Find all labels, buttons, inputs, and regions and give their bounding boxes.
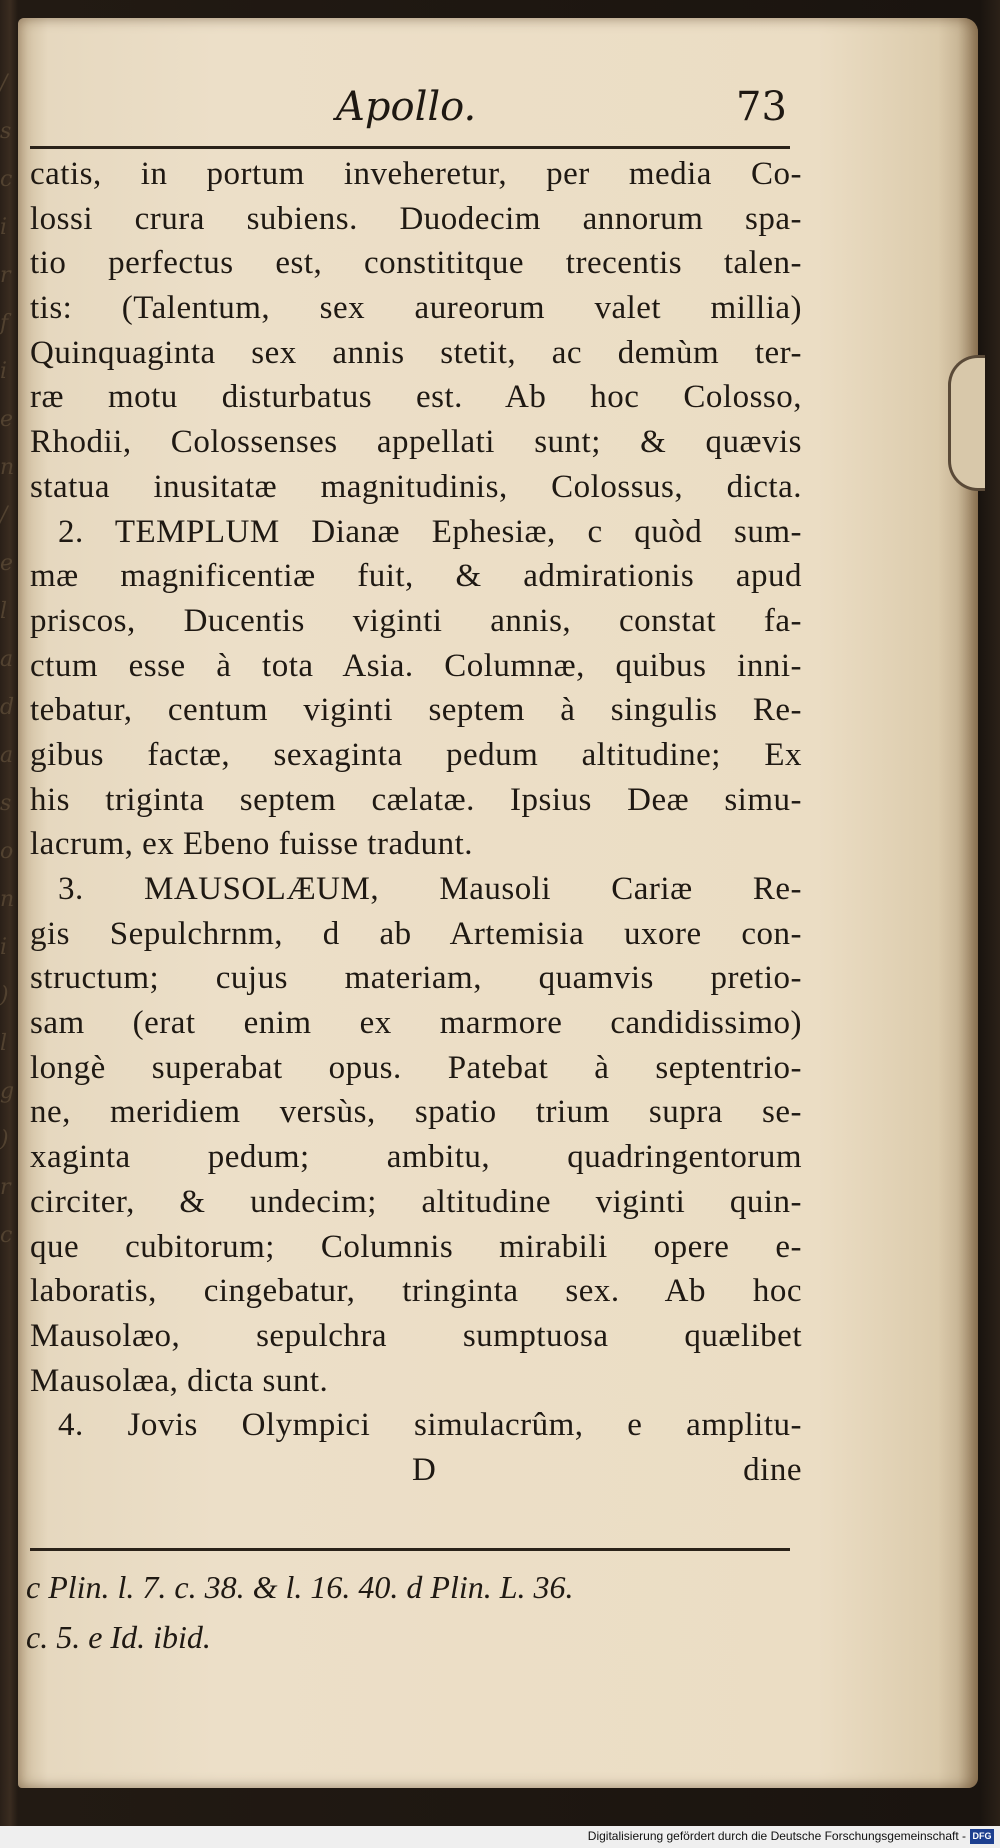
bleed-glyph: d (0, 695, 15, 720)
text-line: lacrum, ex Ebeno fuisse tradunt. (30, 826, 474, 863)
text-line: Mausolæa, dicta sunt. (30, 1362, 329, 1399)
text-line: tis: (Talentum, sex aureorum valet millia) (30, 290, 802, 327)
bleed-glyph: o (0, 839, 14, 864)
footnote-rule (30, 1548, 790, 1551)
footnote-line: c. 5. e Id. ibid. (26, 1619, 211, 1655)
text-line: laboratis, cingebatur, tringinta sex. Ab hoc (30, 1273, 802, 1310)
text-line: circiter, & undecim; altitudine viginti quin- (30, 1183, 802, 1220)
text-line: catis, in portum inveheretur, per media Co- (30, 156, 802, 192)
text-line: his triginta septem cælatæ. Ipsius Deæ simu- (30, 781, 802, 818)
bleed-glyph: a (0, 743, 14, 768)
footer-credit: Digitalisierung gefördert durch die Deutsche Forschungsgemeinschaft - (587, 1829, 966, 1843)
page-shadow (938, 18, 978, 1788)
bleed-glyph: f (0, 311, 9, 336)
bleed-glyph: l (0, 1031, 8, 1056)
bleed-glyph: e (0, 407, 14, 432)
text-line: structum; cujus materiam, quamvis pretio- (30, 960, 802, 997)
text-line: Mausolæo, sepulchra sumptuosa quælibet (30, 1317, 802, 1354)
running-title: Apollo. (336, 84, 477, 130)
signature-mark: D (412, 1451, 437, 1488)
bleed-glyph: r (0, 1175, 11, 1200)
text-line: gibus factæ, sexaginta pedum altitudine; Ex (30, 736, 802, 773)
bleed-glyph: ) (0, 983, 9, 1008)
text-line: ne, meridiem versùs, spatio trium supra se- (30, 1094, 802, 1131)
footnote-line: c Plin. l. 7. c. 38. & l. 16. 40. d Plin. L. 36. (26, 1569, 574, 1605)
text-line: lossi crura subiens. Duodecim annorum spa- (30, 200, 802, 237)
text-line: xaginta pedum; ambitu, quadringentorum (30, 1139, 802, 1176)
page-tab-marker (948, 355, 985, 491)
bleed-glyph: ) (0, 1127, 9, 1152)
text-line: tio perfectus est, constititque trecentis talen- (30, 245, 802, 282)
bleed-glyph: i (0, 935, 8, 960)
catch-line (30, 1448, 802, 1493)
text-line: priscos, Ducentis viginti annis, constat fa- (30, 602, 802, 639)
text-line: statua inusitatæ magnitudinis, Colossus, dicta. (30, 468, 802, 505)
bleed-glyph: c (0, 167, 13, 192)
bleed-glyph: / (0, 503, 8, 528)
bleed-glyph: s (0, 791, 12, 816)
bleed-glyph: i (0, 215, 8, 240)
catchword: dine (743, 1451, 802, 1488)
bleed-glyph: n (0, 455, 15, 480)
running-header (30, 78, 800, 138)
bleed-glyph: n (0, 887, 15, 912)
bleed-glyph: r (0, 263, 11, 288)
text-line: 2. TEMPLUM Dianæ Ephesiæ, c quòd sum- (58, 513, 802, 550)
bleed-glyph: i (0, 359, 8, 384)
bleed-glyph: / (0, 71, 8, 96)
text-line: sam (erat enim ex marmore candidissimo) (30, 1005, 802, 1042)
footer-bar (0, 1826, 1000, 1848)
bleed-glyph: c (0, 1223, 13, 1248)
text-line: ctum esse à tota Asia. Columnæ, quibus inni- (30, 647, 802, 684)
dfg-logo: DFG (970, 1829, 994, 1844)
text-line: gis Sepulchrnm, d ab Artemisia uxore con- (30, 915, 802, 952)
text-line: tebatur, centum viginti septem à singulis Re- (30, 692, 802, 729)
bleed-glyph: s (0, 119, 12, 144)
text-line: 3. MAUSOLÆUM, Mausoli Cariæ Re- (58, 871, 802, 907)
footnotes (26, 1562, 806, 1662)
bleed-glyph: g (0, 1079, 15, 1104)
previous-page-bleed (0, 60, 22, 1360)
text-line: Rhodii, Colossenses appellati sunt; & quævis (30, 424, 802, 461)
text-line: 4. Jovis Olympici simulacrûm, e amplitu- (58, 1407, 802, 1444)
text-line: ræ motu disturbatus est. Ab hoc Colosso, (30, 379, 802, 416)
bleed-glyph: l (0, 599, 8, 624)
text-line: mæ magnificentiæ fuit, & admirationis apud (30, 558, 802, 595)
body-text (30, 152, 802, 1493)
text-line: longè superabat opus. Patebat à septentrio- (30, 1049, 802, 1086)
bleed-glyph: e (0, 551, 14, 576)
header-rule (30, 146, 790, 149)
bleed-glyph: a (0, 647, 14, 672)
page-number: 73 (736, 84, 787, 130)
text-line: Quinquaginta sex annis stetit, ac demùm ter- (30, 334, 802, 371)
text-line: que cubitorum; Columnis mirabili opere e- (30, 1228, 802, 1265)
